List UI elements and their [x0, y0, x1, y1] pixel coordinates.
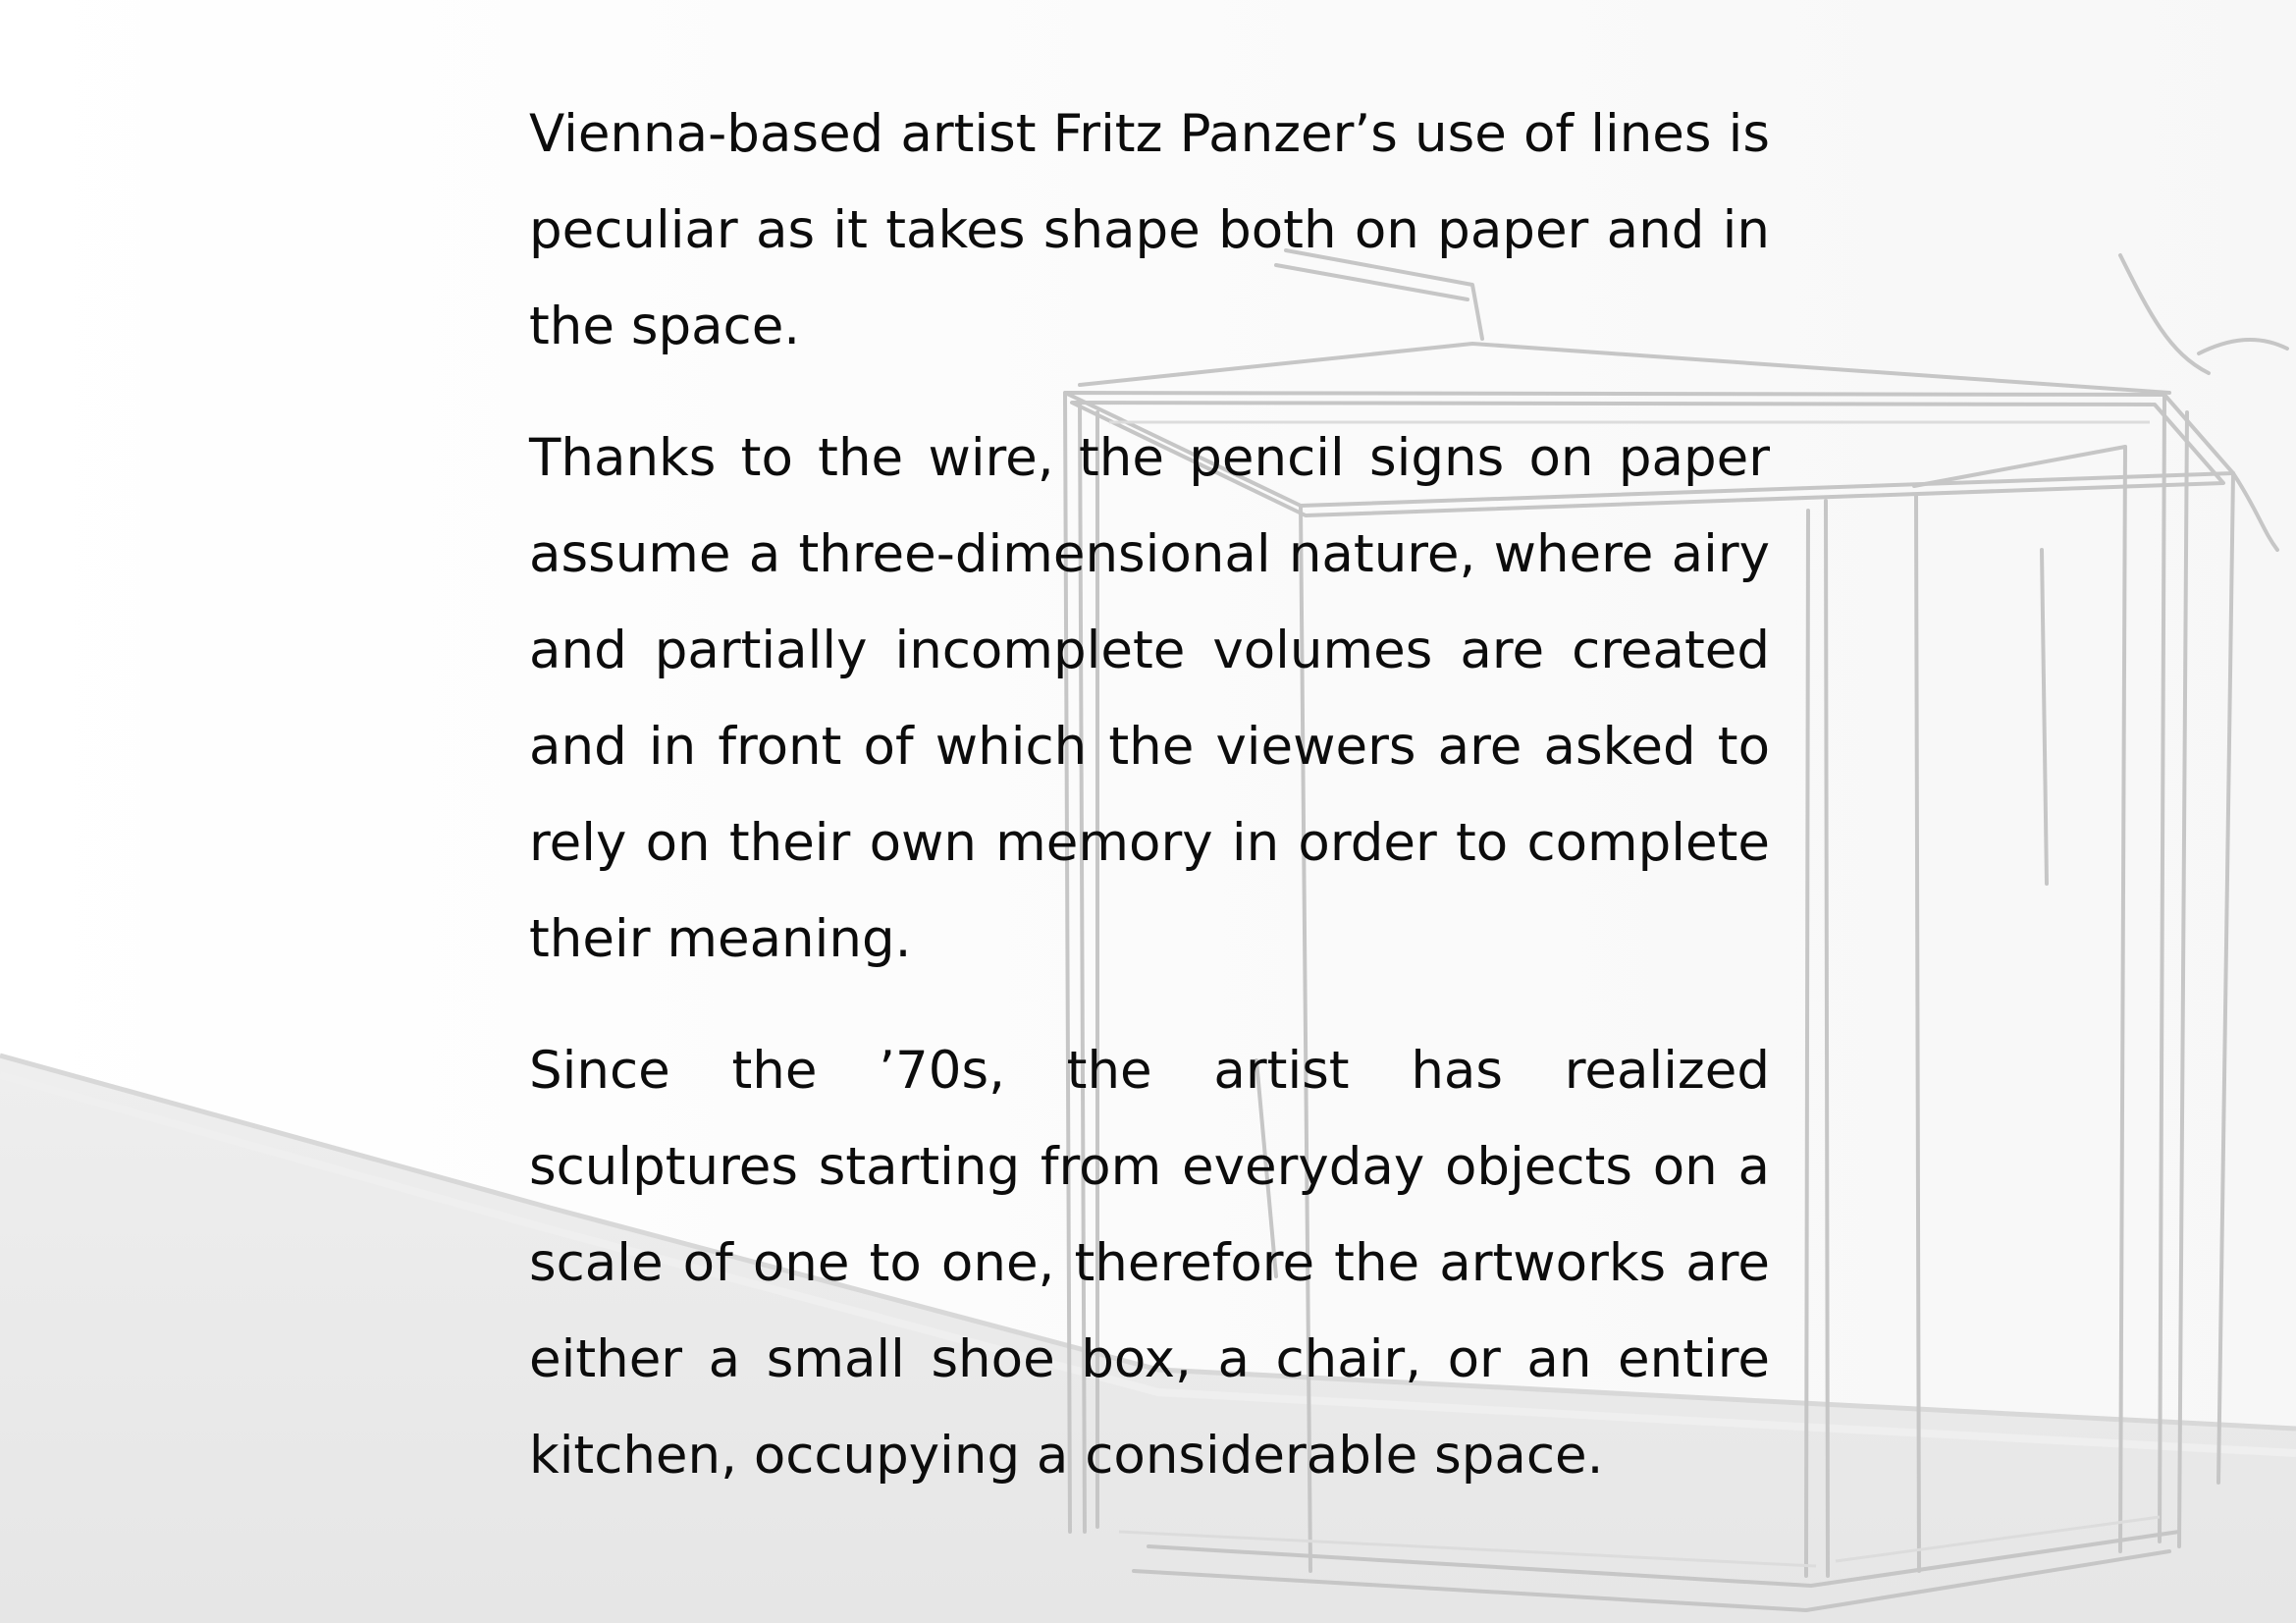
- paragraph-intro: Vienna-based artist Fritz Panzer’s use of lines is peculiar as it takes shape both on paper and in the space.: [529, 104, 1770, 356]
- paragraph-sculptures: Since the ’70s, the artist has realized sculptures starting from everyday objects on a scale of one to one, therefore the artworks are either a small shoe box, a chair, or an entire kitchen, occupying a considerable space.: [529, 1041, 1770, 1486]
- body-text: [529, 86, 1770, 1540]
- paragraph-wire: Thanks to the wire, the pencil signs on paper assume a three-dimensional nature, where airy and partially incomplete volumes are created and in front of which the viewers are asked to rely on their own memory in order to complete their meaning.: [529, 428, 1770, 969]
